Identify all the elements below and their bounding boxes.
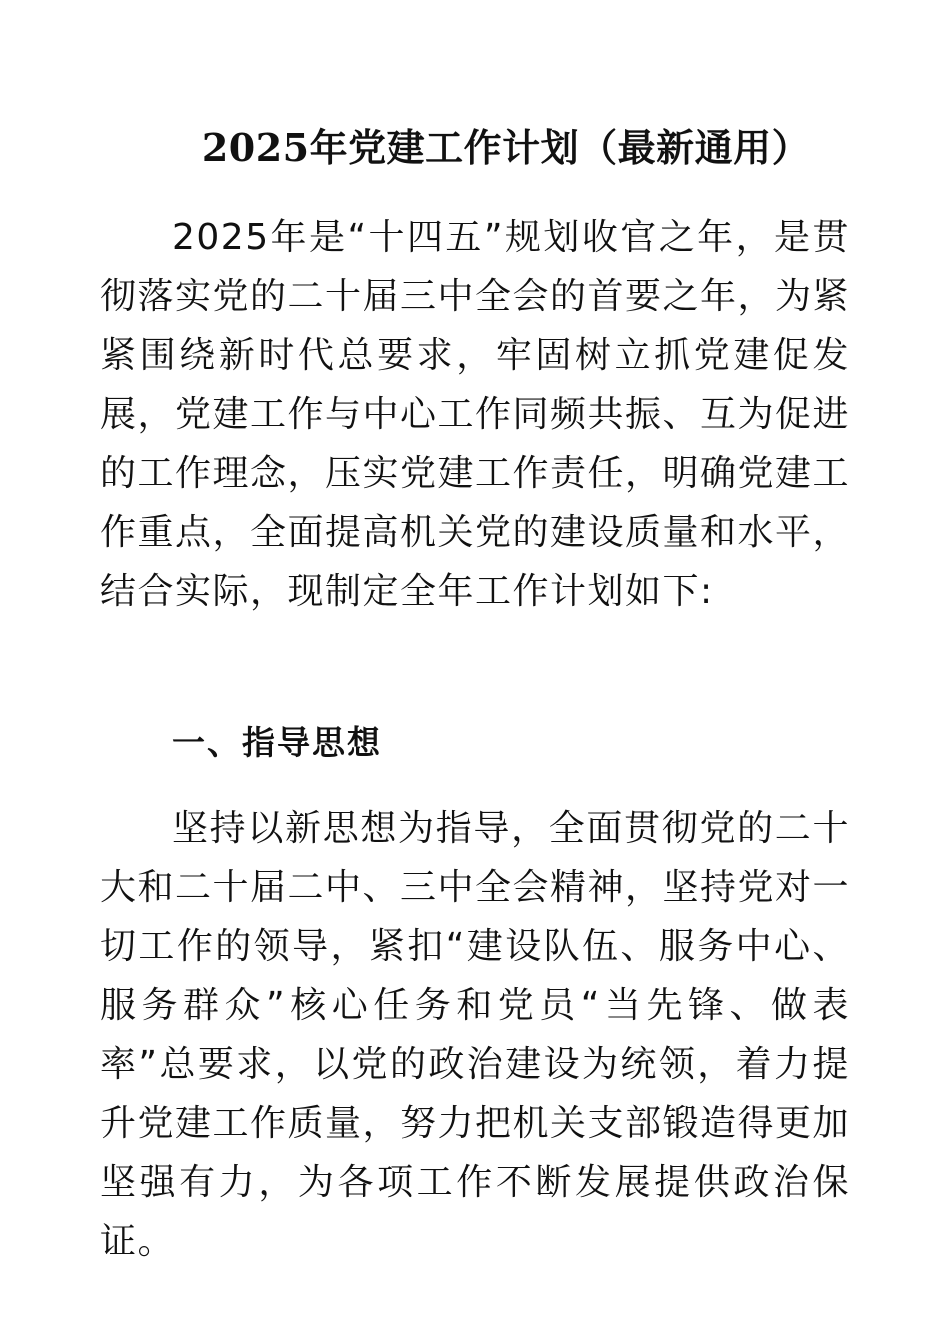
section-body-guiding-ideology: 坚持以新思想为指导，全面贯彻党的二十大和二十届二中、三中全会精神，坚持党对一切工作的领导，紧扣“建设队伍、服务中心、服务群众”核心任务和党员“当先锋、做表率”总要求，以党的政治建设为统领，着力提升党建工作质量，努力把机关支部锻造得更加坚强有力，为各项工作不断发展提供政治保证。: [100, 808, 851, 1262]
section-heading-guiding-ideology: 一、指导思想: [172, 723, 382, 762]
intro-paragraph: 2025年是“十四五”规划收官之年，是贯彻落实党的二十届三中全会的首要之年，为紧紧围绕新时代总要求，牢固树立抓党建促发展，党建工作与中心工作同频共振、互为促进的工作理念，压实党建工作责任，明确党建工作重点，全面提高机关党的建设质量和水平，结合实际，现制定全年工作计划如下:: [100, 217, 851, 612]
document-title: 2025年党建工作计划（最新通用）: [201, 125, 811, 170]
